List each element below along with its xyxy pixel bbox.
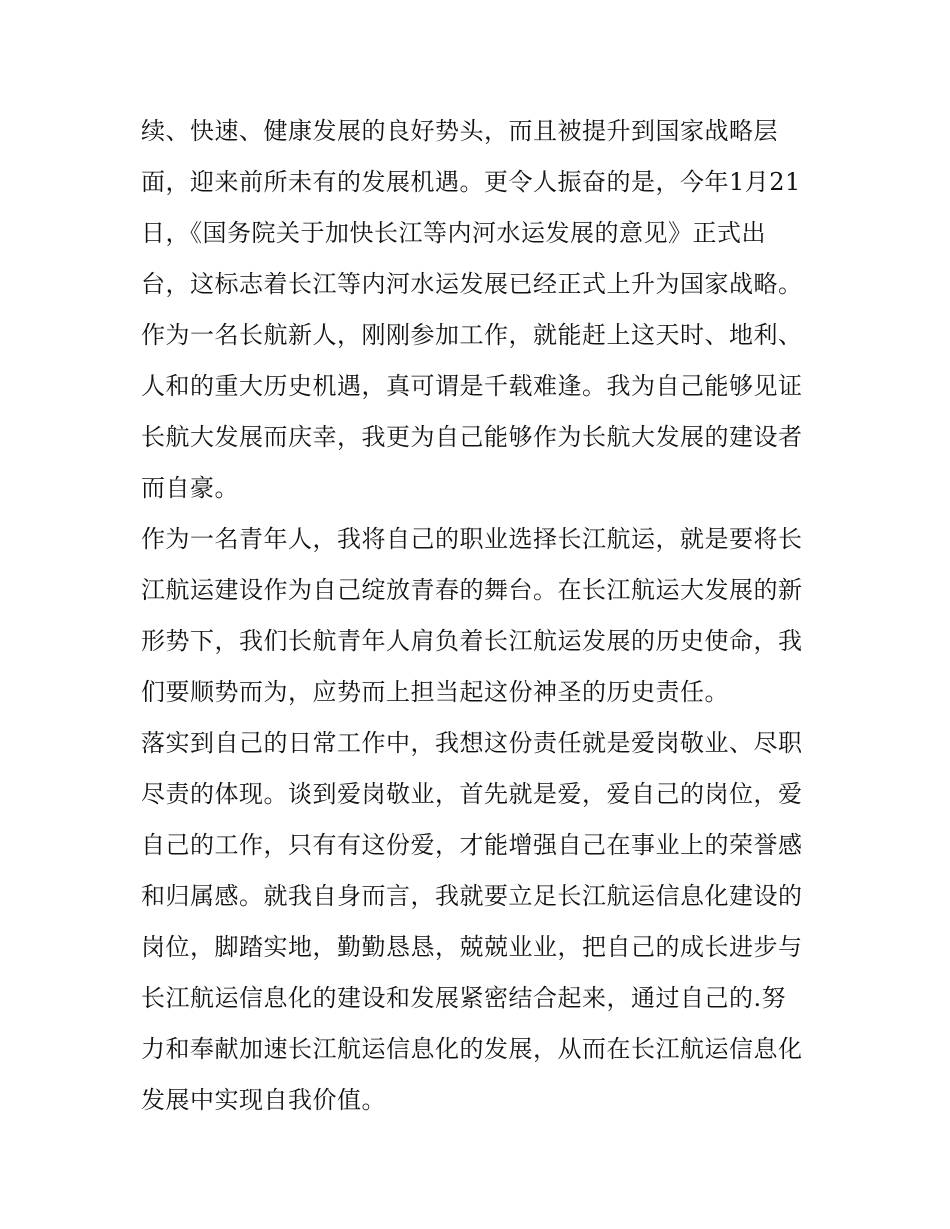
- text-line-3: 日，《国务院关于加快长江等内河水运发展的意见》正式出: [141, 219, 766, 247]
- text-line-5: 作为一名长航新人，刚刚参加工作，就能赶上这天时、地利、: [141, 321, 803, 349]
- document-body: [141, 106, 813, 1126]
- text-line-9: 作为一名青年人，我将自己的职业选择长江航运，就是要将长: [141, 525, 803, 553]
- text-line-14: 尽责的体现。谈到爱岗敬业，首先就是爱，爱自己的岗位，爱: [141, 780, 803, 808]
- text-line-7: 长航大发展而庆幸，我更为自己能够作为长航大发展的建设者: [141, 423, 803, 451]
- text-line-18: 长江航运信息化的建设和发展紧密结合起来，通过自己的.努: [141, 984, 787, 1012]
- text-line-12: 们要顺势而为，应势而上担当起这份神圣的历史责任。: [141, 678, 729, 706]
- text-line-10: 江航运建设作为自己绽放青春的舞台。在长江航运大发展的新: [141, 576, 803, 604]
- text-line-15: 自己的工作，只有有这份爱，才能增强自己在事业上的荣誉感: [141, 831, 803, 859]
- text-line-11: 形势下，我们长航青年人肩负着长江航运发展的历史使命，我: [141, 627, 803, 655]
- text-line-17: 岗位，脚踏实地，勤勤恳恳，兢兢业业，把自己的成长进步与: [141, 933, 803, 961]
- text-line-19: 力和奉献加速长江航运信息化的发展，从而在长江航运信息化: [141, 1035, 803, 1063]
- text-line-1: 续、快速、健康发展的良好势头，而且被提升到国家战略层: [141, 117, 778, 145]
- text-line-6: 人和的重大历史机遇，真可谓是千载难逢。我为自己能够见证: [141, 372, 803, 400]
- text-line-16: 和归属感。就我自身而言，我就要立足长江航运信息化建设的: [141, 882, 803, 910]
- text-line-8: 而自豪。: [141, 474, 239, 502]
- text-line-4: 台，这标志着长江等内河水运发展已经正式上升为国家战略。: [141, 270, 803, 298]
- text-line-20: 发展中实现自我价值。: [141, 1086, 386, 1114]
- text-line-2: 面，迎来前所未有的发展机遇。更令人振奋的是，今年1月21: [141, 168, 801, 196]
- text-line-13: 落实到自己的日常工作中，我想这份责任就是爱岗敬业、尽职: [141, 729, 803, 757]
